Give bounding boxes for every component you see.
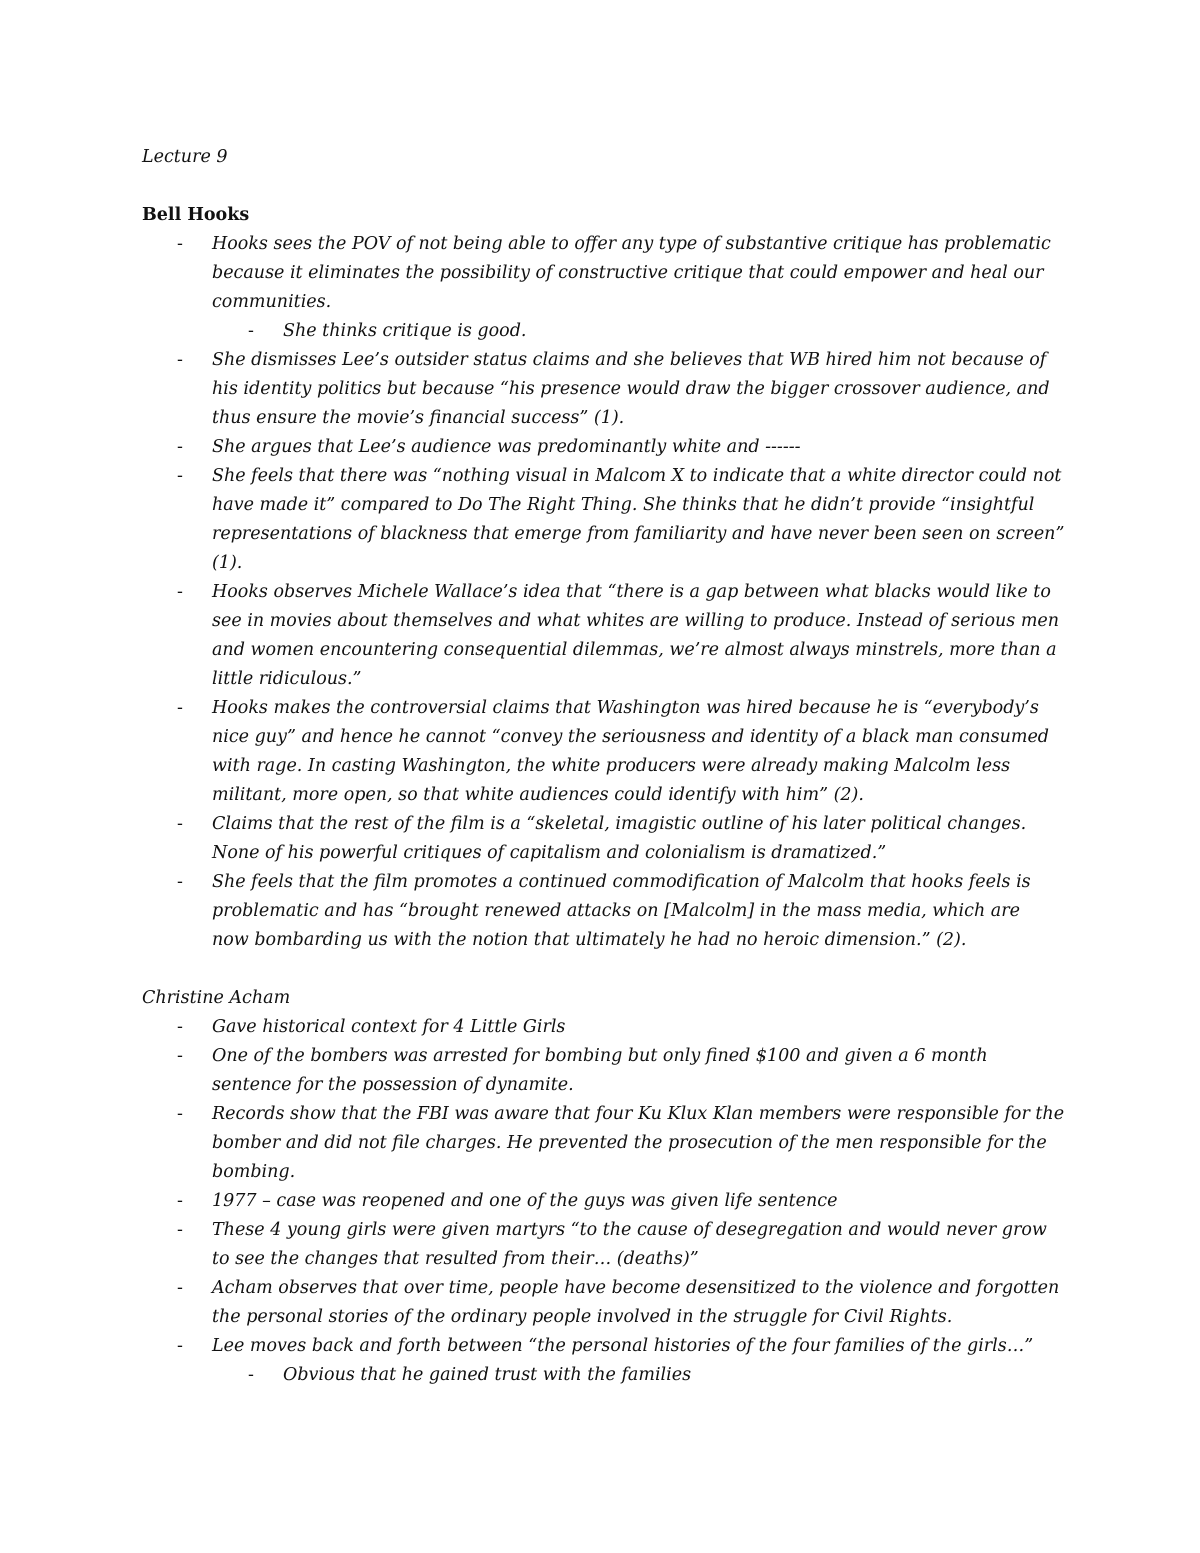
- list-item-sub: [142, 317, 1072, 346]
- bullet-dash: -: [177, 1278, 183, 1298]
- list-item: [142, 810, 1072, 868]
- bullet-text-line: Acham observes that over time, people have become desensitized to the violence and forgotten: [212, 1278, 1060, 1298]
- list-item: [142, 230, 1072, 317]
- bullet-text-line: militant, more open, so that white audiences could identify with him” (2).: [212, 785, 864, 805]
- bullet-dash: -: [177, 1191, 183, 1211]
- bullet-dash: -: [177, 814, 183, 834]
- bullet-list-christine-acham: [142, 1013, 1072, 1390]
- bullet-list-bell-hooks: [142, 230, 1072, 955]
- bullet-text-line: representations of blackness that emerge from familiarity and have never been seen on screen”: [212, 524, 1065, 544]
- bullet-text-line: his identity politics but because “his presence would draw the bigger crossover audience, and: [212, 379, 1050, 399]
- list-item: [142, 694, 1072, 810]
- bullet-text-line: nice guy” and hence he cannot “convey the seriousness and identity of a black man consumed: [212, 727, 1050, 747]
- bullet-text-line: to see the changes that resulted from their… (deaths)”: [212, 1249, 699, 1269]
- section-spacer: [142, 955, 1072, 984]
- bullet-text-line: Claims that the rest of the film is a “skeletal, imagistic outline of his later political changes.: [212, 814, 1027, 834]
- bullet-text-line: problematic and has “brought renewed attacks on [Malcolm] in the mass media, which are: [212, 901, 1020, 921]
- bullet-text-line: Obvious that he gained trust with the families: [283, 1365, 692, 1385]
- bullet-text-line: She argues that Lee’s audience was predominantly white and ------: [212, 437, 801, 457]
- bullet-text-line: the personal stories of the ordinary people involved in the struggle for Civil Rights.: [212, 1307, 953, 1327]
- bullet-dash: -: [177, 466, 183, 486]
- list-item-sub: [142, 1361, 1072, 1390]
- bullet-text-line: 1977 – case was reopened and one of the guys was given life sentence: [212, 1191, 838, 1211]
- list-item: [142, 1042, 1072, 1100]
- bullet-text-line: Hooks makes the controversial claims that Washington was hired because he is “everybody’s: [212, 698, 1039, 718]
- bullet-text-line: She dismisses Lee’s outsider status claims and she believes that WB hired him not because of: [212, 350, 1047, 370]
- bullet-text-line: bombing.: [212, 1162, 296, 1182]
- bullet-dash: -: [177, 872, 183, 892]
- document-page: [142, 143, 1072, 1390]
- bullet-text-line: Records show that the FBI was aware that four Ku Klux Klan members were responsible for the: [212, 1104, 1065, 1124]
- bullet-text-line: communities.: [212, 292, 332, 312]
- bullet-text-line: sentence for the possession of dynamite.: [212, 1075, 574, 1095]
- bullet-text-line: because it eliminates the possibility of constructive critique that could empower and heal our: [212, 263, 1044, 283]
- bullet-text-line: Gave historical context for 4 Little Girls: [212, 1017, 566, 1037]
- bullet-text-line: little ridiculous.”: [212, 669, 362, 689]
- list-item: [142, 578, 1072, 694]
- list-item: [142, 1187, 1072, 1216]
- bullet-text-line: None of his powerful critiques of capitalism and colonialism is dramatized.”: [212, 843, 887, 863]
- bullet-dash: -: [177, 350, 183, 370]
- list-item: [142, 462, 1072, 578]
- bullet-text-line: have made it” compared to Do The Right Thing. She thinks that he didn’t provide “insightful: [212, 495, 1035, 515]
- bullet-dash: -: [177, 698, 183, 718]
- bullet-dash: -: [248, 321, 254, 341]
- bullet-dash: -: [177, 1220, 183, 1240]
- bullet-text-line: now bombarding us with the notion that ultimately he had no heroic dimension.” (2).: [212, 930, 967, 950]
- list-item: [142, 1013, 1072, 1042]
- bullet-dash: -: [177, 1104, 183, 1124]
- list-item: [142, 1216, 1072, 1274]
- bullet-text-line: bomber and did not file charges. He prevented the prosecution of the men responsible for the: [212, 1133, 1047, 1153]
- list-item: [142, 346, 1072, 433]
- bullet-text-line: see in movies about themselves and what whites are willing to produce. Instead of serious men: [212, 611, 1060, 631]
- section-heading-bell-hooks: Bell Hooks: [142, 205, 250, 225]
- bullet-text-line: (1).: [212, 553, 243, 573]
- bullet-text-line: Lee moves back and forth between “the personal histories of the four families of the girls…”: [212, 1336, 1034, 1356]
- list-item: [142, 1274, 1072, 1332]
- bullet-text-line: One of the bombers was arrested for bombing but only fined $100 and given a 6 month: [212, 1046, 988, 1066]
- bullet-dash: -: [177, 1046, 183, 1066]
- bullet-dash: -: [177, 234, 183, 254]
- bullet-text-line: Hooks observes Michele Wallace’s idea that “there is a gap between what blacks would like to: [212, 582, 1051, 602]
- list-item: [142, 433, 1072, 462]
- list-item: [142, 1100, 1072, 1187]
- bullet-dash: -: [177, 1336, 183, 1356]
- bullet-text-line: She feels that the film promotes a continued commodification of Malcolm that hooks feels is: [212, 872, 1031, 892]
- bullet-text-line: and women encountering consequential dilemmas, we’re almost always minstrels, more than a: [212, 640, 1057, 660]
- bullet-dash: -: [177, 437, 183, 457]
- bullet-dash: -: [177, 582, 183, 602]
- section-heading-christine-acham: Christine Acham: [142, 988, 291, 1008]
- bullet-text-line: Hooks sees the POV of not being able to offer any type of substantive critique has problematic: [212, 234, 1051, 254]
- bullet-dash: -: [248, 1365, 254, 1385]
- bullet-dash: -: [177, 1017, 183, 1037]
- bullet-text-line: thus ensure the movie’s financial success” (1).: [212, 408, 625, 428]
- page-title: Lecture 9: [142, 147, 228, 167]
- list-item: [142, 1332, 1072, 1361]
- bullet-text-line: with rage. In casting Washington, the white producers were already making Malcolm less: [212, 756, 1011, 776]
- bullet-text-line: She feels that there was “nothing visual in Malcom X to indicate that a white director could not: [212, 466, 1062, 486]
- list-item: [142, 868, 1072, 955]
- bullet-text-line: These 4 young girls were given martyrs “to the cause of desegregation and would never grow: [212, 1220, 1047, 1240]
- bullet-text-line: She thinks critique is good.: [283, 321, 527, 341]
